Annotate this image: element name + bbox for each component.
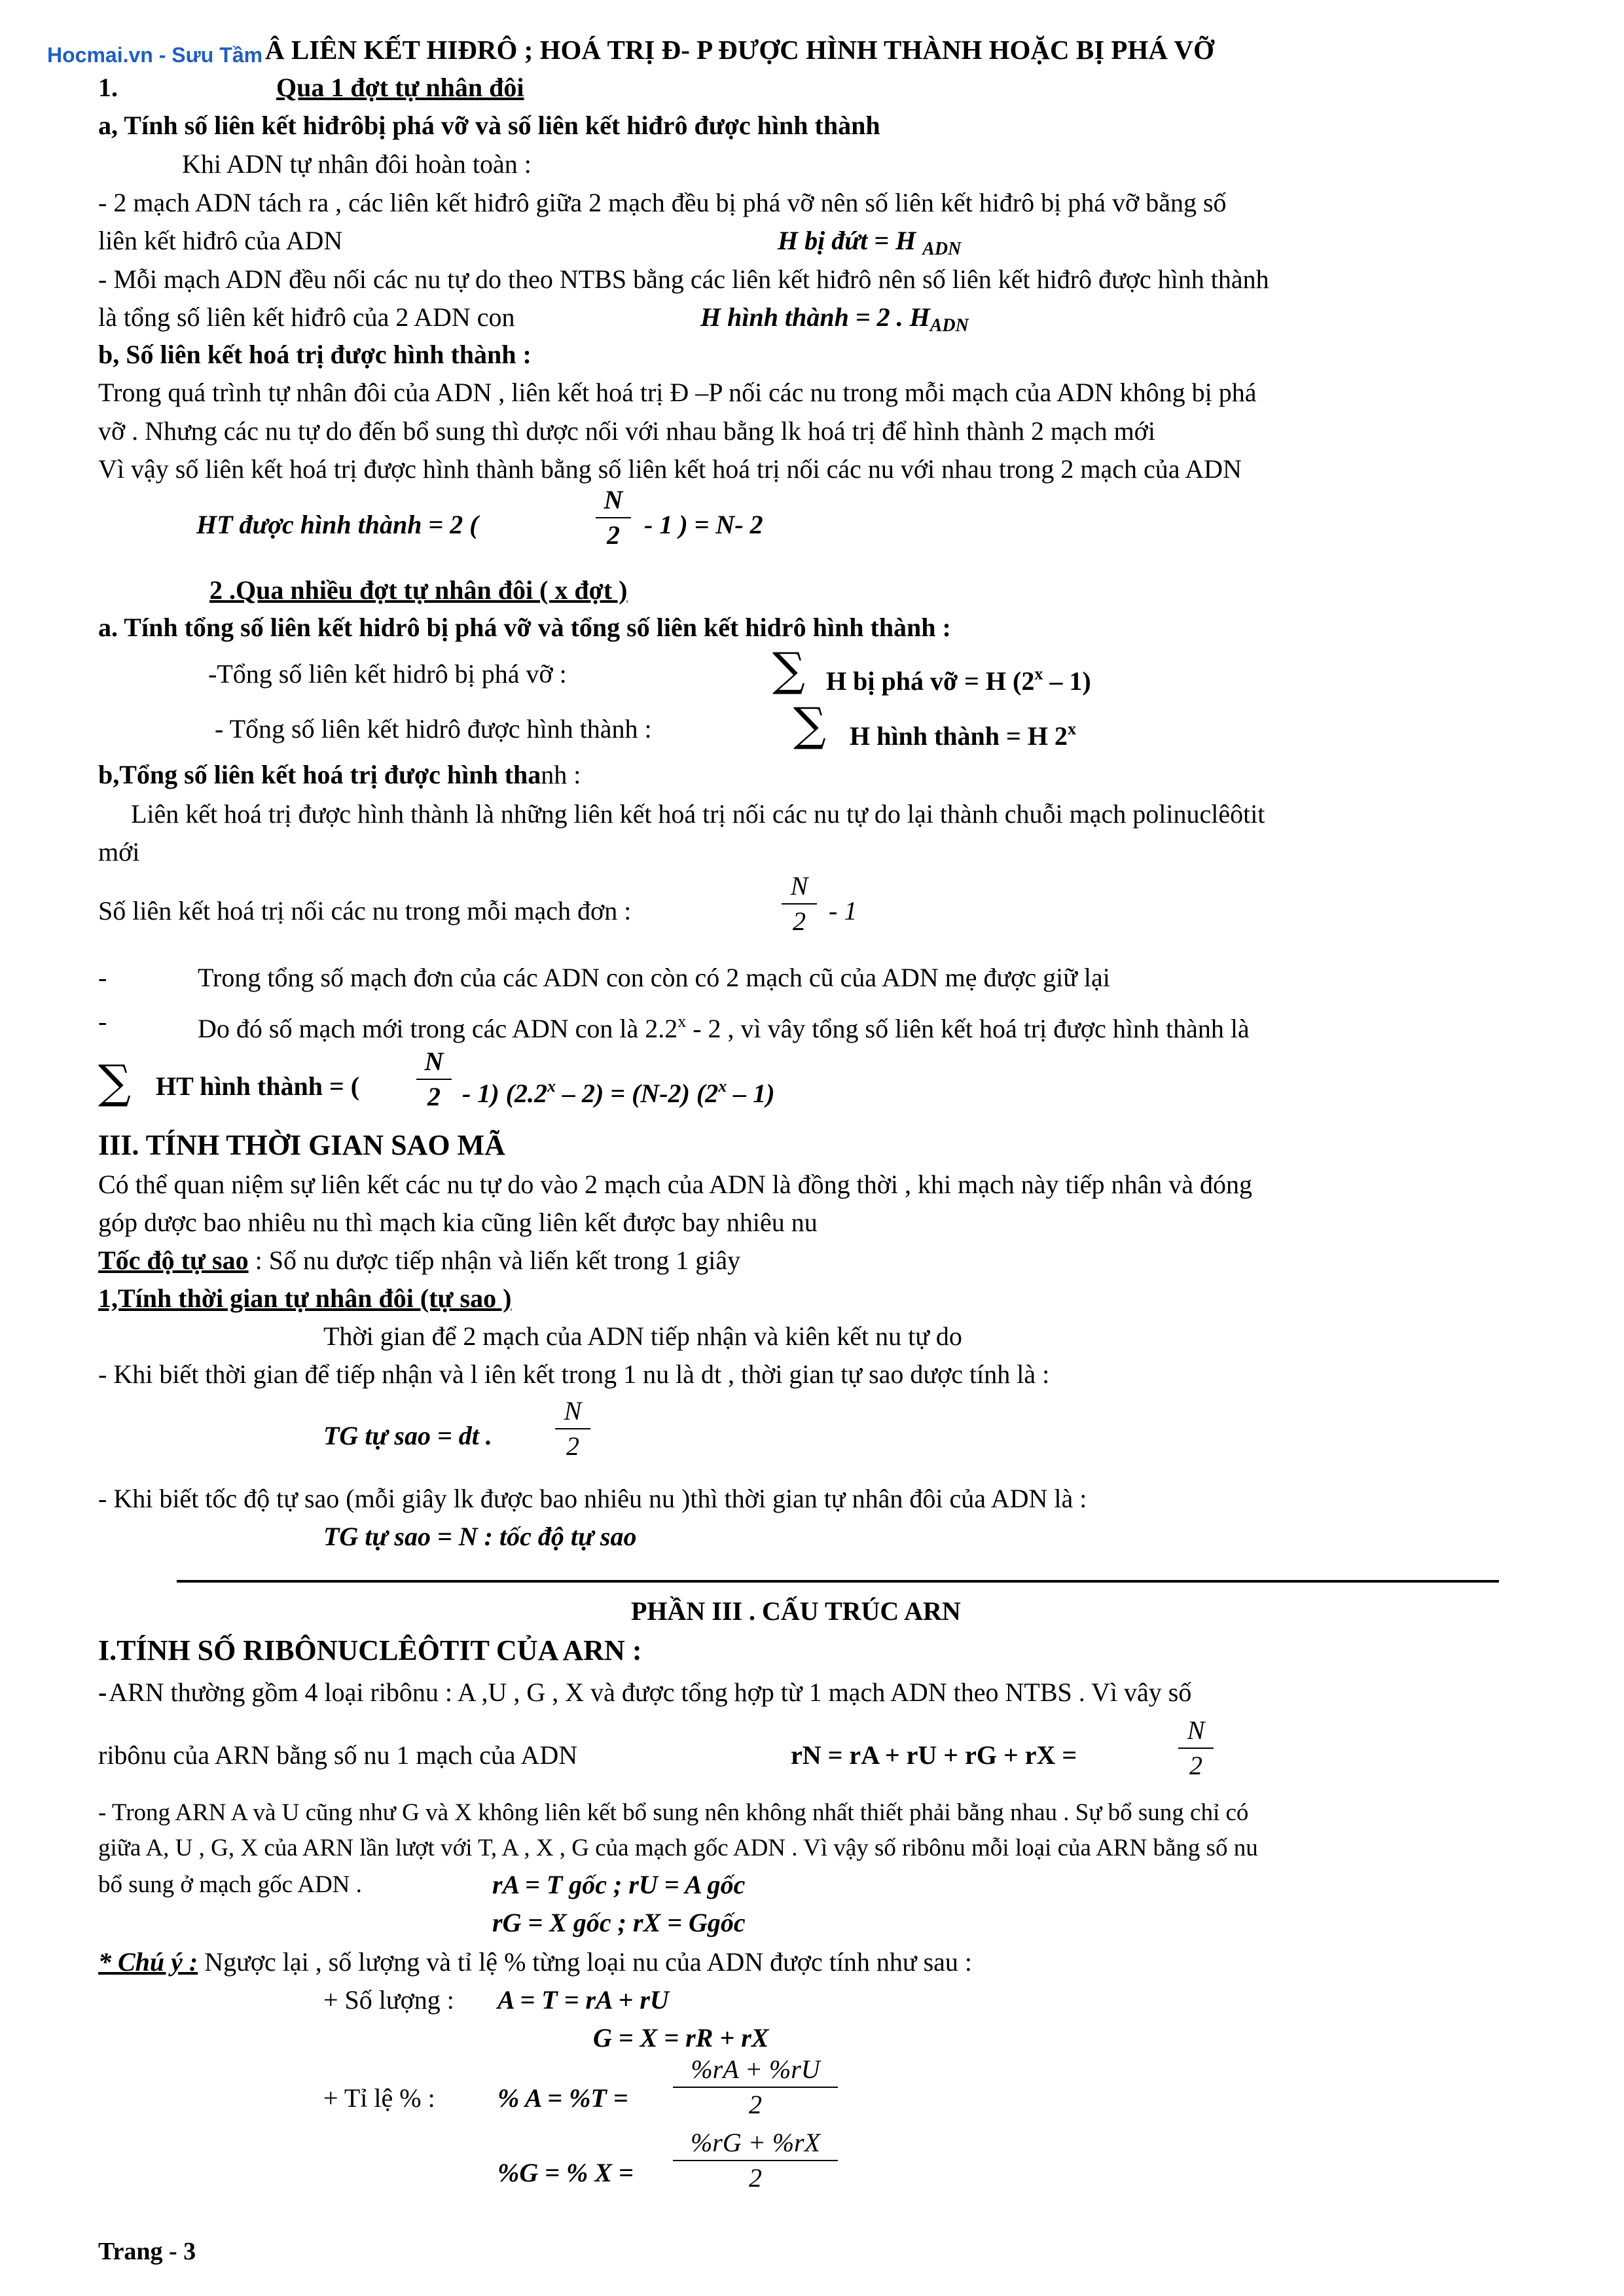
definition-line: Tốc độ tự sao : Số nu dược tiếp nhận và liến kết trong 1 giây [98,1246,741,1275]
formula-quantity-at: A = T = rA + rU [497,1985,669,2015]
paragraph-line: bổ sung ở mạch gốc ADN . [98,1871,362,1898]
part-b-title: b,Tổng số liên kết hoá trị được hình thanh : [98,760,581,789]
paragraph-line: là tổng số liên kết hiđrô của 2 ADN con [98,302,515,332]
page-number: Trang - 3 [98,2238,196,2265]
list-item: Do đó số mạch mới trong các ADN con là 2.2$^x$ - 2 , vì vây tổng số liên kết hoá trị được hình thành là [198,1012,1250,1043]
paragraph-line: Số liên kết hoá trị nối các nu trong mỗi mạch đơn : [98,896,632,925]
quantity-label: + Số lượng : [323,1985,454,2015]
subsection-title: 1,Tính thời gian tự nhân đôi (tự sao ) [98,1283,512,1313]
formula-quantity-gx: G = X = rR + rX [593,2023,769,2053]
list-item: Trong tổng số mạch đơn của các ADN con còn có 2 mạch cũ của ADN mẹ được giữ lại [198,963,1110,992]
formula-ratio-at: % A = %T = [497,2083,628,2113]
paragraph-line: giữa A, U , G, X của ARN lần lượt với T, A , X , G của mạch gốc ADN . Vì vậy số ribônu mỗi loại của ARN bằng số nu [98,1835,1258,1861]
formula-tail: - 1 [829,896,857,925]
formula-ratio-gx: %G = % X = [497,2158,634,2187]
formula-total-h-broken: H bị phá vỡ = H (2$^x$ – 1) [826,664,1091,696]
formula-total-h-formed: H hình thành = H 2$^x$ [850,719,1076,751]
list-dash: - [98,1677,107,1707]
sigma-symbol: ∑ [98,1055,131,1109]
paragraph-line: - 2 mạch ADN tách ra , các liên kết hiđrô giữa 2 mạch đều bị phá vỡ nên số liên kết hiđrô bị phá vỡ bằng số [98,188,1227,217]
paragraph-line: Trong quá trình tự nhân đôi của ADN , liên kết hoá trị Đ –P nối các nu trong mỗi mạch của ADN không bị phá [98,378,1257,407]
formula-ht-total-right: - 1) (2.2$^x$ – 2) = (N-2) (2$^x$ – 1) [462,1077,775,1108]
fraction-n-over-2: N 2 [782,870,817,937]
paragraph-line: Vì vậy số liên kết hoá trị được hình thành bằng số liên kết hoá trị nối các nu với nhau trong 2 mạch của ADN [98,454,1242,484]
fraction-n-over-2: N 2 [416,1046,452,1113]
formula-h-formed: H hình thành = 2 . $H_{ADN}$ [700,302,969,336]
paragraph-line: liên kết hiđrô của ADN [98,226,343,255]
part-a-title: a. Tính tổng số liên kết hidrô bị phá vỡ và tổng số liên kết hidrô hình thành : [98,613,951,642]
formula-rg-rx: rG = X gốc ; rX = Ggốc [492,1908,746,1937]
part-title: PHẦN III . CẤU TRÚC ARN [631,1596,961,1626]
note-line: * Chú ý : Ngược lại , số lượng và tỉ lệ % từng loại nu của ADN được tính như sau : [98,1947,973,1977]
paragraph-line: Liên kết hoá trị được hình thành là những liên kết hoá trị nối các nu tự do lại thành chuỗi mạch polinuclêôtit [131,799,1265,829]
section-heading: III. TÍNH THỜI GIAN SAO MÃ [98,1129,505,1161]
section-heading: Â LIÊN KẾT HIĐRÔ ; HOÁ TRỊ Đ- P ĐƯỢC HÌNH THÀNH HOẶC BỊ PHÁ VỠ [265,35,1214,65]
sigma-symbol: ∑ [793,698,826,751]
watermark: Hocmai.vn - Sưu Tầm [47,43,263,67]
fraction-n-over-2: N 2 [596,484,631,551]
fraction-n-over-2: N 2 [555,1395,590,1462]
part-b-title: b, Số liên kết hoá trị được hình thành : [98,340,532,369]
paragraph-line: vỡ . Nhưng các nu tự do đến bổ sung thì dược nối với nhau bằng lk hoá trị để hình thành 2 mạch mới [98,416,1155,446]
paragraph-line: - Khi biết thời gian để tiếp nhận và l iên kết trong 1 nu là dt , thời gian tự sao dược tính là : [98,1359,1050,1389]
paragraph-line: góp dược bao nhiêu nu thì mạch kia cũng liên kết được bay nhiêu nu [98,1208,818,1237]
paragraph-line: Thời gian để 2 mạch của ADN tiếp nhận và kiên kết nu tự do [323,1321,962,1351]
fraction-n-over-2: N 2 [1178,1715,1214,1782]
formula-ht-left: HT được hình thành = 2 ( [196,510,478,539]
ratio-label: + Tỉ lệ % : [323,2083,435,2113]
formula-rn: rN = rA + rU + rG + rX = [791,1740,1077,1770]
formula-ht-right: - 1 ) = N- 2 [644,510,763,539]
paragraph-line: - Trong ARN A và U cũng như G và X không liên kết bổ sung nên không nhất thiết phải bằng nhau . Sự bổ sung chỉ có [98,1799,1249,1826]
part-a-title: a, Tính số liên kết hiđrôbị phá vỡ và số liên kết hiđrô được hình thành [98,111,880,140]
list-dash: - [98,963,107,992]
paragraph-line: -Tổng số liên kết hidrô bị phá vỡ : [208,659,567,689]
section-divider [177,1580,1499,1583]
paragraph-line: - Khi biết tốc độ tự sao (mỗi giây lk được bao nhiêu nu )thì thời gian tự nhân đôi của ADN là : [98,1484,1087,1513]
subsection-number: 1. [98,73,118,102]
paragraph-line: Khi ADN tự nhân đôi hoàn toàn : [182,149,532,179]
formula-ht-total-left: HT hình thành = ( [156,1071,360,1101]
sigma-symbol: ∑ [772,643,805,696]
list-dash: - [98,1007,107,1036]
fraction-ra-ru: %rA + %rU 2 [673,2054,838,2121]
subsection-title: Qua 1 đợt tự nhân đôi [276,73,524,102]
paragraph-line: ribônu của ARN bằng số nu 1 mạch của ADN [98,1740,578,1770]
section-heading: I.TÍNH SỐ RIBÔNUCLÊÔTIT CỦA ARN : [98,1634,642,1666]
formula-tg-left: TG tự sao = dt . [323,1421,492,1450]
subsection-title: 2 .Qua nhiều đợt tự nhân đôi ( x đợt ) [209,575,628,605]
paragraph-line: mới [98,837,140,867]
formula-tg-speed: TG tự sao = N : tốc độ tự sao [323,1522,637,1551]
paragraph-line: - Mỗi mạch ADN đều nối các nu tự do theo NTBS bằng các liên kết hiđrô nên số liên kết hiđrô được hình thành [98,264,1269,294]
paragraph-line: ARN thường gồm 4 loại ribônu : A ,U , G , X và được tổng hợp từ 1 mạch ADN theo NTBS . Vì vây số [109,1677,1192,1707]
paragraph-line: Có thể quan niệm sự liên kết các nu tự do vào 2 mạch của ADN là đồng thời , khi mạch này tiếp nhân và đóng [98,1170,1252,1199]
paragraph-line: - Tổng số liên kết hidrô được hình thành : [215,714,652,744]
formula-h-broken: H bị đứt = H $_{ADN}$ [778,226,962,259]
fraction-rg-rx: %rG + %rX 2 [673,2127,838,2194]
formula-ra-ru: rA = T gốc ; rU = A gốc [492,1870,746,1899]
